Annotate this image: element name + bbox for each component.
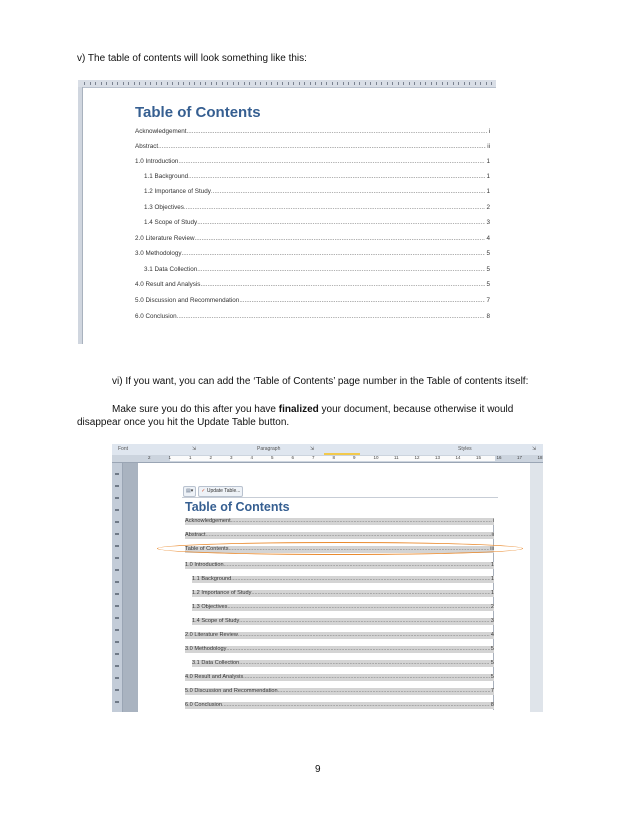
toc-entry[interactable] [192,590,494,597]
toc-entry [135,235,490,243]
toc-entry[interactable] [185,646,494,653]
ruler-number: 17 [517,455,523,460]
ribbon-paragraph-launcher-icon[interactable]: ⇲ [310,446,315,452]
toc-entry-page: 3 [486,219,490,226]
toc-entry-label: 1.3 Objectives [144,204,184,211]
toc-screenshot-1 [78,80,496,344]
vertical-ruler [78,87,83,344]
toc-entry-label: 1.4 Scope of Study [192,618,240,624]
toc-entry-label: 1.2 Importance of Study [144,188,211,195]
toc-entry-label: 2.0 Literature Review [185,632,238,638]
toc-entry-label: 1.4 Scope of Study [144,219,198,226]
toc-title: Table of Contents [185,500,290,514]
toc-entry-page: 2 [486,204,490,211]
ruler-number: 7 [312,455,315,460]
toc-entry-page: ii [487,143,490,150]
toc-entry-label: 4.0 Result and Analysis [185,674,244,680]
toc-entry-page: 2 [490,604,494,610]
ribbon-styles-launcher-icon[interactable]: ⇲ [532,446,537,452]
toc-entry-label: 5.0 Discussion and Recommendation [185,688,278,694]
toc-entry[interactable] [192,660,494,667]
toc-entry-label: 3.0 Methodology [185,646,227,652]
toc-entry-label: Abstract [135,143,159,150]
toc-entry[interactable] [192,604,494,611]
toc-entry-page: 5 [490,660,494,666]
toc-entry-label: 1.0 Introduction [185,562,224,568]
toc-entry [144,188,490,196]
toc-entry-page: 1 [486,158,490,165]
toc-entry-page: 5 [486,266,490,273]
toc-entry-label: Abstract [185,532,206,538]
ruler-number: 18 [537,455,543,460]
ruler-number: 11 [394,455,399,460]
toc-entry-label: 1.0 Introduction [135,158,179,165]
update-icon: ✓ [201,488,206,494]
toc-entry-page: 1 [490,562,494,568]
finalize-note-line-1 [112,403,513,416]
finalized-word: finalized [278,404,319,415]
toc-entry[interactable] [192,618,494,625]
toc-menu-button[interactable] [183,486,196,497]
toc-entry [144,173,490,181]
toc-entry[interactable] [185,674,494,681]
ruler-number: 10 [373,455,379,460]
ribbon-styles-label: Styles [458,446,472,452]
toc-entry-page: 7 [486,297,490,304]
page-number: 9 [315,764,321,775]
ruler-number: 12 [414,455,420,460]
toc-entry[interactable] [185,532,494,539]
highlight-oval [157,542,523,555]
toc-entry-label: 4.0 Result and Analysis [135,281,201,288]
toc-entry-page: 4 [486,235,490,242]
toc-entry-label: 3.0 Methodology [135,250,182,257]
toc-entry-label: Acknowledgement [135,128,187,135]
toc-entry [135,250,490,258]
finalize-note-line-2: disappear once you hit the Update Table button. [77,417,290,428]
ruler-number: 1 [189,455,192,460]
ruler-number: 2 [209,455,213,460]
document-icon: ▤ [186,488,191,494]
step-v-text: v) The table of contents will look something like this: [77,53,307,64]
toc-entry [135,143,490,151]
toc-entry-page: 4 [490,632,494,638]
toc-entry[interactable] [185,702,494,709]
vertical-scrollbar[interactable] [530,463,543,712]
ruler-number: 15 [476,455,482,460]
toc-entry-page: 1 [490,576,494,582]
ruler-number: 16 [496,455,502,460]
ribbon-font-launcher-icon[interactable]: ⇲ [192,446,197,452]
ruler-number: 8 [332,455,336,460]
toc-entry[interactable] [185,562,494,569]
toc-entry-page: 8 [486,313,490,320]
update-table-button[interactable] [198,486,243,497]
toc-entry-page: 3 [490,618,494,624]
toc-entry-page: 5 [490,674,494,680]
toc-entry-label: 1.1 Background [192,576,232,582]
toc-entry-label: 1.1 Background [144,173,189,180]
toc-entry-label: Acknowledgement [185,518,231,524]
toc-entry[interactable] [185,632,494,639]
toc-entry-label: 1.2 Importance of Study [192,590,252,596]
ruler-number: 6 [291,455,295,460]
toc-entry-page: 1 [486,188,490,195]
toc-entry-page: 5 [490,646,494,652]
toc-entry-label: 1.3 Objectives [192,604,228,610]
ruler-number: 4 [250,455,254,460]
ruler-number: 5 [271,455,274,460]
toc-entry[interactable] [192,576,494,583]
toc-entry-page: ii [491,532,494,538]
toc-entry [135,281,490,289]
ribbon-paragraph-label: Paragraph [257,446,281,452]
toc-entry-label: 6.0 Conclusion [185,702,223,708]
toc-entry [135,128,490,136]
toc-entry-label: 5.0 Discussion and Recommendation [135,297,240,304]
toc-entry-label: 2.0 Literature Review [135,235,195,242]
toc-entry-page: 8 [490,702,494,708]
finalize-note-pre: Make sure you do this after you have [112,404,279,415]
toc-entry [144,266,490,274]
toc-entry-page: 7 [490,688,494,694]
ruler-number: 1 [168,455,172,460]
step-vi-text: vi) If you want, you can add the ‘Table of Contents’ page number in the Table of contents itself: [112,376,529,387]
horizontal-ruler [78,80,496,88]
toc-entry-label: 6.0 Conclusion [135,313,177,320]
toc-screenshot-2 [112,444,543,712]
toc-entry-page: iii [490,546,494,552]
toc-entry [144,219,490,227]
toc-entry-label: 3.1 Data Collection [144,266,198,273]
toc-entry [135,297,490,305]
toc-entry-page: 1 [486,173,490,180]
ruler-number: 2 [148,455,151,460]
toc-entry-page: 5 [486,281,490,288]
toc-entry [135,313,490,321]
toc-entry-page: i [488,128,490,135]
toc-entry[interactable] [185,688,494,695]
toc-entry[interactable] [185,518,494,525]
toc-entry-label: Table of Contents [185,546,229,552]
toc-content-control-tab [183,486,243,496]
toc-entry-page: i [492,518,494,524]
toc-entry-page: 5 [486,250,490,257]
toc-entry-label: 3.1 Data Collection [192,660,240,666]
finalize-note-post: your document, because otherwise it would [318,404,514,415]
ruler-number: 13 [435,455,441,460]
ribbon-font-label: Font [118,446,129,452]
toc-entry [135,158,490,166]
ruler-number: 3 [230,455,233,460]
horizontal-ruler[interactable] [112,455,543,463]
chevron-down-icon: ▾ [190,488,194,494]
toc-entry-page: 1 [490,590,494,596]
toc-title: Table of Contents [135,104,261,121]
ruler-number: 9 [353,455,356,460]
ruler-number: 14 [455,455,461,460]
toc-entry [144,204,490,212]
update-table-label: Update Table... [206,488,241,494]
vertical-ruler [112,463,123,712]
